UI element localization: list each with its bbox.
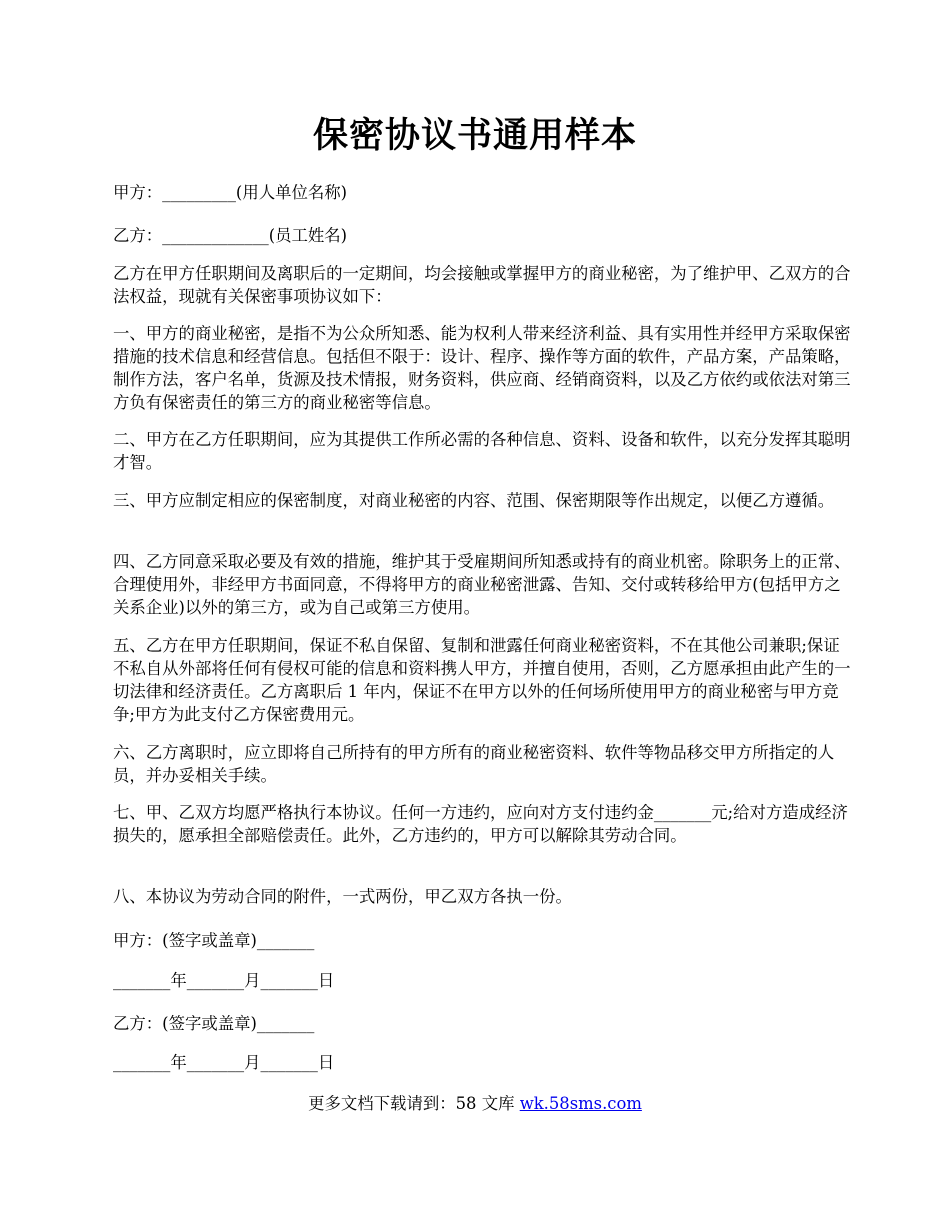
clause-2: 二、甲方在乙方任职期间，应为其提供工作所必需的各种信息、资料、设备和软件，以充分发挥其聪明才智。 (113, 430, 851, 472)
clause-5: 五、乙方在甲方任职期间，保证不私自保留、复制和泄露任何商业秘密资料，不在其他公司兼职;保证不私自从外部将任何有侵权可能的信息和资料携人甲方，并擅自使用，否则，乙方愿承担由此产生的一切法律和经济责任。乙方离职后 1 年内，保证不在甲方以外的任何场所使用甲方的商业秘密与甲方竞争;甲方为此支付乙方保密费用元。 (113, 636, 851, 724)
clause-3: 三、甲方应制定相应的保密制度，对商业秘密的内容、范围、保密期限等作出规定，以便乙方遵循。 (113, 491, 835, 510)
signature-party-a: 甲方：(签字或盖章)_______ (113, 931, 315, 950)
party-a-line: 甲方：_________(用人单位名称) (113, 183, 348, 202)
signature-party-b: 乙方：(签字或盖章)_______ (113, 1014, 315, 1033)
footer (0, 1092, 950, 1115)
intro-paragraph: 乙方在甲方任职期间及离职后的一定期间，均会接触或掌握甲方的商业秘密，为了维护甲、乙双方的合法权益，现就有关保密事项协议如下： (113, 264, 851, 306)
document-title: 保密协议书通用样本 (312, 115, 637, 156)
clause-8: 八、本协议为劳动合同的附件，一式两份，甲乙双方各执一份。 (113, 887, 572, 906)
footer-link[interactable]: wk.58sms.com (519, 1094, 642, 1113)
clause-6: 六、乙方离职时，应立即将自己所持有的甲方所有的商业秘密资料、软件等物品移交甲方所指定的人员，并办妥相关手续。 (113, 743, 835, 785)
clause-1: 一、甲方的商业秘密，是指不为公众所知悉、能为权利人带来经济利益、具有实用性并经甲方采取保密措施的技术信息和经营信息。包括但不限于：设计、程序、操作等方面的软件，产品方案，产品策略，制作方法，客户名单，货源及技术情报，财务资料，供应商、经销商资料，以及乙方依约或依法对第三方负有保密责任的第三方的商业秘密等信息。 (113, 324, 851, 412)
date-party-a: _______年_______月_______日 (113, 971, 335, 990)
date-party-b: _______年_______月_______日 (113, 1053, 335, 1072)
footer-text: 更多文档下载请到：58 文库 (308, 1094, 520, 1113)
clause-7: 七、甲、乙双方均愿严格执行本协议。任何一方违约，应向对方支付违约金_______元;给对方造成经济损失的，愿承担全部赔偿责任。此外，乙方违约的，甲方可以解除其劳动合同。 (113, 803, 848, 845)
clause-4: 四、乙方同意采取必要及有效的措施，维护其于受雇期间所知悉或持有的商业机密。除职务上的正常、合理使用外，非经甲方书面同意，不得将甲方的商业秘密泄露、告知、交付或转移给甲方(包括甲方之关系企业)以外的第三方，或为自己或第三方使用。 (113, 552, 851, 617)
party-b-line: 乙方：_____________(员工姓名) (113, 226, 348, 245)
